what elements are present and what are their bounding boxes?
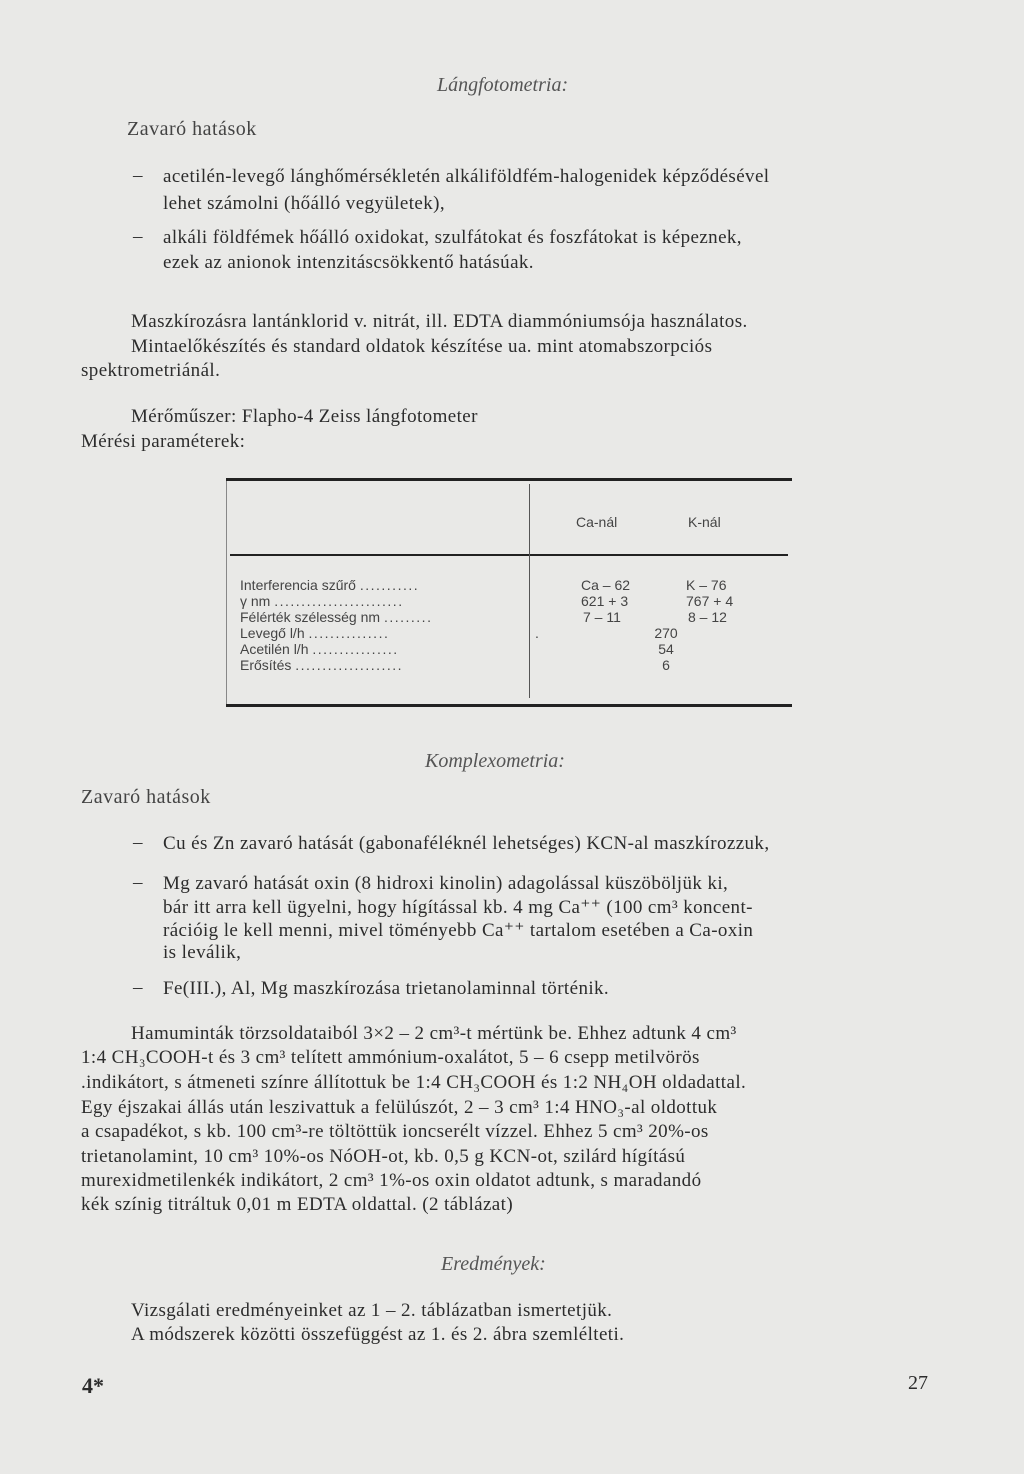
- list-dash: –: [133, 977, 143, 998]
- column-header-k: K-nál: [688, 514, 721, 530]
- table-cell-ca: 621 + 3: [581, 593, 629, 609]
- list-item-line: bár itt arra kell ügyelni, hogy hígítással kb. 4 mg Ca⁺⁺ (100 cm³ koncent-: [163, 897, 753, 918]
- paragraph-line: Vizsgálati eredményeinket az 1 – 2. táblázatban ismertetjük.: [131, 1300, 613, 1321]
- table-row-label: Félérték szélesség nm .........: [240, 609, 433, 625]
- table-cell-ca: 7 – 11: [583, 609, 621, 625]
- table-row-label: γ nm ........................: [240, 593, 404, 609]
- list-item-line: Mg zavaró hatását oxin (8 hidroxi kinolin) adagolással küszöböljük ki,: [163, 873, 729, 894]
- paragraph-line: Maszkírozásra lantánklorid v. nitrát, ill. EDTA diammóniumsója használatos.: [131, 311, 748, 332]
- paragraph-line: .indikátort, s átmeneti színre állítottuk be 1:4 CH₃COOH és 1:2 NH₄OH oldadattal.: [81, 1072, 747, 1093]
- signature-mark: 4*: [82, 1373, 104, 1398]
- instrument-line: Mérőműszer: Flapho-4 Zeiss lángfotometer: [131, 406, 478, 427]
- list-dash: –: [133, 226, 143, 247]
- table-cell-ca: Ca – 62: [581, 577, 631, 593]
- paragraph-line: spektrometriánál.: [81, 360, 221, 381]
- paragraph-line: trietanolamint, 10 cm³ 10%-os NóOH-ot, kb. 0,5 g KCN-ot, szilárd hígítású: [81, 1146, 686, 1167]
- table-row-label: Levegő l/h ...............: [240, 625, 390, 641]
- paragraph-line: a csapadékot, s kb. 100 cm³-re töltöttük ioncserélt vízzel. Ehhez 5 cm³ 20%-os: [81, 1121, 709, 1142]
- section-heading-eredmenyek: Eredmények:: [441, 1253, 546, 1275]
- table-cell-both: 54: [658, 641, 674, 657]
- section-heading-langfotometria: Lángfotometria:: [437, 74, 569, 96]
- table-cell-both: 270: [654, 625, 678, 641]
- list-item-line: is leválik,: [163, 942, 242, 963]
- zavaro-hatasok-label-1: Zavaró hatások: [127, 118, 257, 140]
- parameters-table: [226, 478, 792, 708]
- paragraph-line: murexidmetilenkék indikátort, 2 cm³ 1%-os oxin oldatot adtunk, s maradandó: [81, 1170, 702, 1191]
- table-row-label: Erősítés ....................: [240, 657, 404, 673]
- paragraph-line: Egy éjszakai állás után leszivattuk a felülúszót, 2 – 3 cm³ 1:4 HNO₃-al oldottuk: [81, 1097, 718, 1118]
- list-item-line: ezek az anionok intenzitáscsökkentő hatásúak.: [163, 252, 534, 273]
- list-dash: –: [133, 832, 143, 853]
- table-lead-dot: .: [535, 625, 539, 641]
- column-header-ca: Ca-nál: [576, 514, 618, 530]
- table-cell-k: K – 76: [686, 577, 727, 593]
- page-number: 27: [908, 1372, 928, 1394]
- zavaro-hatasok-label-2: Zavaró hatások: [81, 786, 211, 808]
- section-heading-komplexometria: Komplexometria:: [425, 750, 565, 772]
- list-dash: –: [133, 165, 143, 186]
- paragraph-line: A módszerek közötti összefüggést az 1. és 2. ábra szemlélteti.: [131, 1324, 625, 1345]
- list-item-line: alkáli földfémek hőálló oxidokat, szulfátokat és foszfátokat is képeznek,: [163, 227, 742, 248]
- table-top-rule: [226, 478, 792, 481]
- table-cell-both: 6: [662, 657, 670, 673]
- table-header-rule: [230, 554, 788, 556]
- table-row-label: Interferencia szűrő ...........: [240, 577, 420, 593]
- table-bottom-rule: [226, 704, 792, 707]
- table-row-label: Acetilén l/h ................: [240, 641, 399, 657]
- paragraph-line: 1:4 CH₃COOH-t és 3 cm³ telített ammónium-oxalátot, 5 – 6 csepp metilvörös: [81, 1047, 700, 1068]
- list-dash: –: [133, 872, 143, 893]
- list-item-line: acetilén-levegő lánghőmérsékletén alkáliföldfém-halogenidek képződésével: [163, 166, 770, 187]
- table-cell-k: 767 + 4: [686, 593, 734, 609]
- table-column-divider: [529, 484, 530, 698]
- paragraph-line: Mintaelőkészítés és standard oldatok készítése ua. mint atomabszorpciós: [131, 336, 713, 357]
- table-left-border: [226, 481, 227, 704]
- paragraph-line: Hamuminták törzsoldataiból 3×2 – 2 cm³-t mértünk be. Ehhez adtunk 4 cm³: [131, 1023, 737, 1044]
- list-item-line: rációig le kell menni, mivel töményebb Ca⁺⁺ tartalom esetében a Ca-oxin: [163, 920, 754, 941]
- params-label: Mérési paraméterek:: [81, 431, 246, 452]
- table-cell-k: 8 – 12: [688, 609, 727, 625]
- list-item-line: Cu és Zn zavaró hatását (gabonaféléknél lehetséges) KCN-al maszkírozzuk,: [163, 833, 770, 854]
- list-item-line: lehet számolni (hőálló vegyületek),: [163, 193, 446, 214]
- list-item-line: Fe(III.), Al, Mg maszkírozása trietanolaminnal történik.: [163, 978, 610, 999]
- paragraph-line: kék színig titráltuk 0,01 m EDTA oldattal. (2 táblázat): [81, 1194, 514, 1215]
